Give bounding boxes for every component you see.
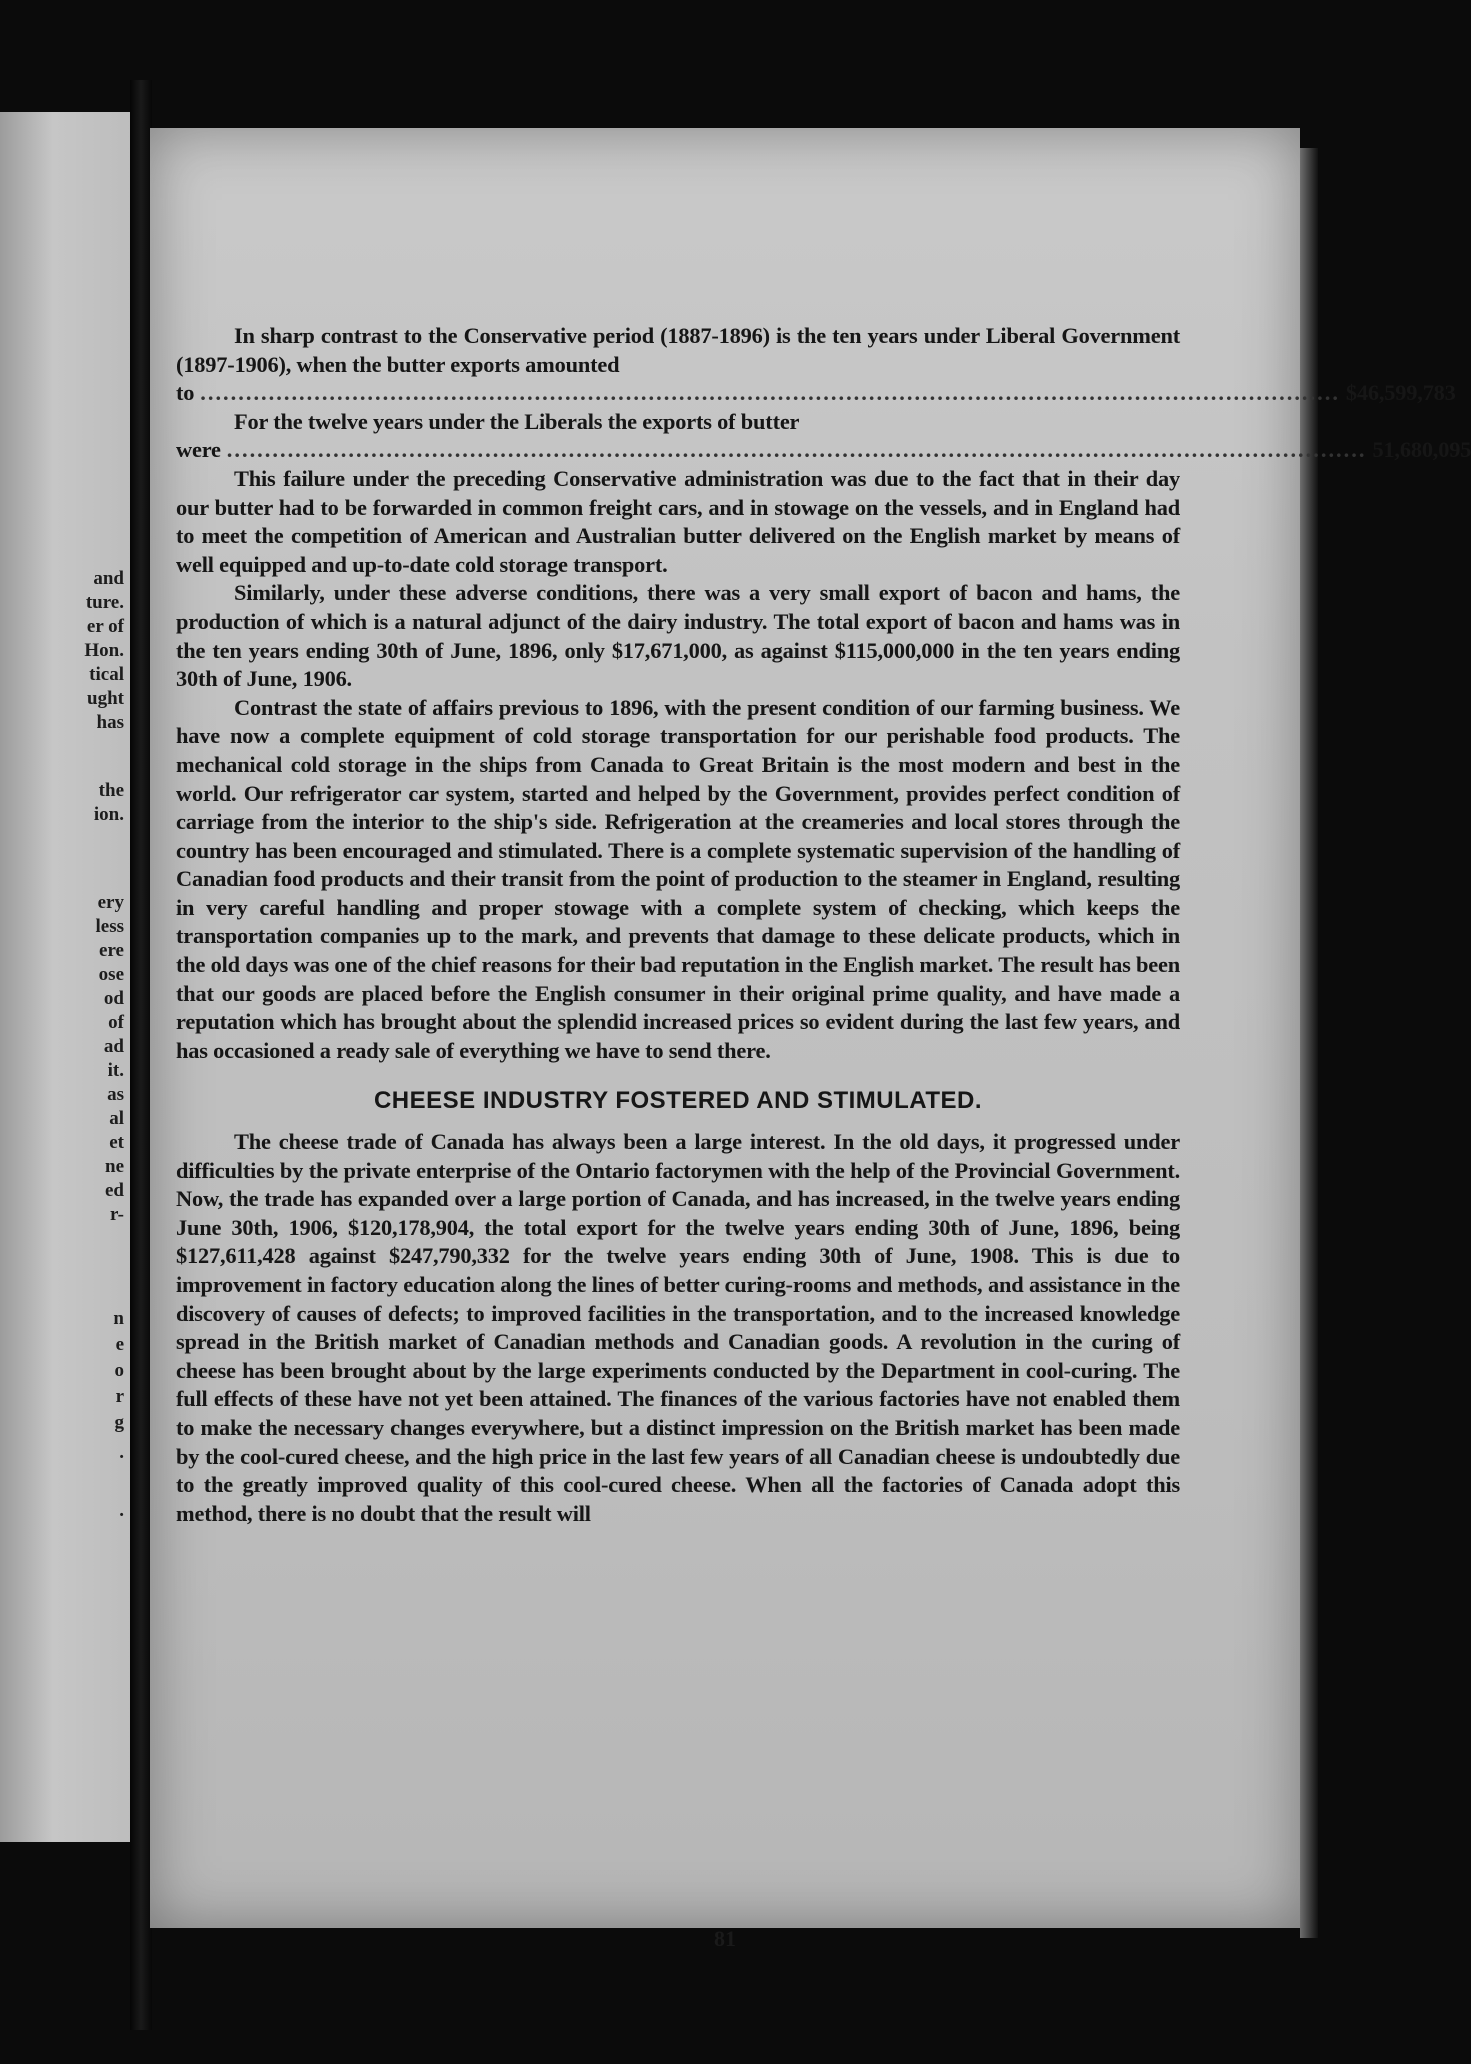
- paragraph: For the twelve years under the Liberals the exports of butter: [234, 408, 800, 434]
- dot-leader: ......................................................................................................................................................: [200, 380, 1340, 406]
- export-total-line: [176, 436, 1471, 465]
- facing-page-fragment: o: [114, 1360, 124, 1381]
- facing-page-fragment: er of: [86, 616, 124, 637]
- facing-page-fragment: n: [113, 1308, 124, 1329]
- facing-page-fragment: et: [109, 1132, 124, 1153]
- facing-page-fragment: g: [114, 1412, 124, 1433]
- export-total-line: [176, 379, 1456, 408]
- facing-page-fragment: has: [96, 712, 124, 733]
- facing-page-fragment: ed: [105, 1180, 124, 1201]
- facing-page-fragment: .: [119, 1500, 124, 1521]
- facing-page-fragment: ad: [103, 1036, 124, 1057]
- facing-page-fragment: .: [119, 1442, 124, 1463]
- facing-page-fragment: al: [109, 1108, 124, 1129]
- book-gutter: [130, 80, 152, 2030]
- section-heading: CHEESE INDUSTRY FOSTERED AND STIMULATED.: [373, 1087, 983, 1115]
- facing-page-fragment: less: [95, 916, 124, 937]
- facing-page-fragment: ery: [97, 892, 124, 913]
- facing-page-fragment: r: [115, 1386, 124, 1407]
- paragraph: Similarly, under these adverse conditions, there was a very small export of bacon and hams, the production of which is a natural adjunct of the dairy industry. The total export of bacon and hams was in the ten years ending 30th of June, 1896, only $17,671,000, as against $115,000,000 in the ten years ending 30th of June, 1906.: [176, 580, 1180, 692]
- facing-page-fragment: and: [93, 568, 124, 589]
- facing-page-edge: [0, 112, 132, 1842]
- paragraph: In sharp contrast to the Conservative period (1887-1896) is the ten years under Liberal Government (1897-1906), when the butter exports amounted: [176, 323, 1180, 377]
- leader-label: were: [176, 437, 221, 463]
- facing-page-fragment: the: [98, 780, 124, 801]
- facing-page-fragment: ose: [98, 964, 124, 985]
- facing-page-fragment: ion.: [93, 804, 124, 825]
- paragraph: The cheese trade of Canada has always been a large interest. In the old days, it progressed under difficulties by the private enterprise of the Ontario factorymen with the help of the Provincial Government. Now, the trade has expanded over a large portion of Canada, and has increased, in the twelve years ending June 30th, 1906, $120,178,904, the total export for the twelve years ending 30th of June, 1896, being $127,611,428 against $247,790,332 for the twelve years ending 30th of June, 1908. This is due to improvement in factory education along the lines of better curing-rooms and methods, and assistance in the discovery of causes of defects; to improved facilities in the transportation, and to the increased knowledge spread in the British market of Canadian methods and Canadian goods. A revolution in the curing of cheese has been brought about by the large experiments conducted by the Department in cool-curing. The full effects of these have not yet been attained. The finances of the various factories have not enabled them to make the necessary changes everywhere, but a distinct impression on the British market has been made by the cool-cured cheese, and the high price in the last few years of all Canadian cheese is undoubtedly due to the greatly improved quality of this cool-cured cheese. When all the factories of Canada adopt this method, there is no doubt that the result will: [176, 1129, 1180, 1526]
- paragraph: This failure under the preceding Conservative administration was due to the fact that in their day our butter had to be forwarded in common freight cars, and in stowage on the vessels, and in England had to meet the competition of American and Australian butter delivered on the English market by means of well equipped and up-to-date cold storage transport.: [176, 465, 1180, 577]
- facing-page-fragment: ture.: [85, 592, 124, 613]
- facing-page-fragment: r-: [109, 1204, 124, 1225]
- facing-page-fragment: it.: [107, 1060, 124, 1081]
- paragraph: Contrast the state of affairs previous to 1896, with the present condition of our farming business. We have now a complete equipment of cold storage transportation for our perishable food products. The mechanical cold storage in the ships from Canada to Great Britain is the most modern and best in the world. Our refrigerator car system, started and helped by the Government, provides perfect condition of carriage from the interior to the ship's side. Refrigeration at the creameries and local stores through the country has been encouraged and stimulated. There is a complete systematic supervision of the handling of Canadian food products and their transit from the point of production to the steamer in England, resulting in very careful handling and proper stowage with a complete system of checking, which keeps the transportation companies up to the mark, and prevents that damage to these delicate products, which in the old days was one of the chief reasons for their bad reputation in the English market. The result has been that our goods are placed before the English consumer in their original prime quality, and have made a reputation which has brought about the splendid increased prices so evident during the last few years, and has occasioned a ready sale of everything we have to send there.: [176, 694, 1180, 1063]
- facing-page-fragment: ne: [105, 1156, 124, 1177]
- facing-page-fragment: od: [103, 988, 124, 1009]
- leader-label: to: [176, 380, 195, 406]
- leader-amount: $46,599,783: [1345, 380, 1456, 406]
- facing-page-fragment: ere: [99, 940, 124, 961]
- facing-page-fragment: Hon.: [84, 640, 124, 661]
- facing-page-fragment: ught: [87, 688, 124, 709]
- facing-page-fragment: e: [115, 1334, 124, 1355]
- facing-page-fragment: of: [108, 1012, 124, 1033]
- leader-amount: 51,680,095: [1372, 437, 1471, 463]
- facing-page-fragment: tical: [89, 664, 124, 685]
- page-number: 81: [714, 1926, 736, 1951]
- page-edge-shadow: [1300, 148, 1318, 1938]
- facing-page-fragment: as: [107, 1084, 124, 1105]
- dot-leader: ......................................................................................................................................................: [226, 437, 1367, 463]
- page-text: [176, 322, 1471, 1528]
